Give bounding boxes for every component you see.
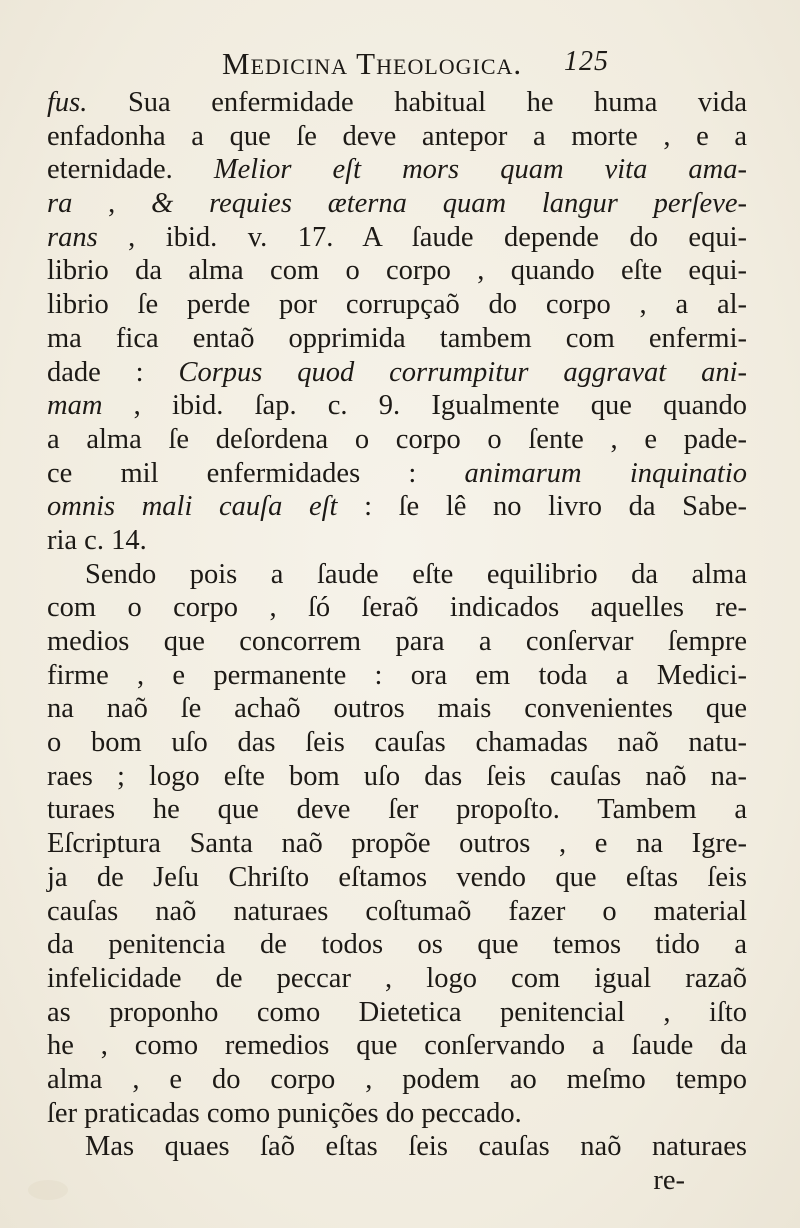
italic-latin-text: fus. [47, 87, 88, 118]
italic-latin-text: Melior eſt mors quam vita ama- [213, 154, 747, 186]
text-line [47, 423, 747, 457]
page-header [222, 46, 722, 86]
italic-latin-text: rans [47, 221, 98, 253]
text-segment: raes ; logo eſte bom uſo das ſeis cauſas naõ na- [47, 760, 747, 792]
text-segment: alma , e do corpo , podem ao meſmo tempo [47, 1063, 747, 1095]
text-line [47, 962, 747, 996]
text-line [47, 389, 747, 423]
text-line [47, 322, 747, 356]
text-segment: da penitencia de todos os que temos tido a [47, 929, 747, 961]
italic-latin-text: Corpus quod corrumpitur aggravat ani- [178, 356, 748, 388]
text-line [47, 356, 747, 390]
text-line [47, 1097, 747, 1131]
text-line [47, 187, 747, 221]
text-segment: dade : [47, 356, 179, 388]
body-text [47, 86, 747, 1198]
text-segment: he , como remedios que conſervando a ſaude da [47, 1030, 747, 1062]
text-segment: ſer praticadas como punições do peccado. [47, 1097, 522, 1129]
text-segment: ce mil enfermidades : [47, 457, 465, 489]
text-segment: Eſcriptura Santa naõ propõe outros , e na Igre- [47, 828, 747, 860]
text-line [47, 659, 747, 693]
text-line [47, 591, 747, 625]
italic-latin-text: omnis mali cauſa eſt [47, 491, 338, 523]
text-line [47, 692, 747, 726]
text-line [47, 457, 747, 491]
text-segment: , ibid. ſap. c. 9. Igualmente que quando [102, 390, 747, 422]
italic-latin-text: animarum inquinatio [464, 457, 747, 489]
text-line [47, 861, 747, 895]
text-segment: ma fica entaõ opprimida tambem com enfermi- [47, 322, 747, 354]
text-segment: o bom uſo das ſeis cauſas chamadas naõ natu- [47, 727, 747, 759]
text-line [47, 221, 747, 255]
text-segment: Sendo pois a ſaude eſte equilibrio da alma [85, 558, 747, 590]
text-line [47, 996, 747, 1030]
text-segment: re- [653, 1165, 685, 1196]
text-segment: turaes he que deve ſer propoſto. Tambem a [47, 794, 747, 826]
paper-stain [28, 1180, 68, 1200]
page-number: 125 [564, 46, 609, 77]
text-line [47, 1130, 747, 1164]
text-line [47, 490, 747, 524]
text-line [47, 1063, 747, 1097]
text-line [47, 760, 747, 794]
text-line [47, 827, 747, 861]
text-line [47, 153, 747, 187]
running-title: Medicina Theologica. [222, 46, 523, 81]
text-line [47, 254, 747, 288]
text-line [47, 625, 747, 659]
text-segment: ria c. 14. [47, 524, 147, 556]
text-segment: : ſe lê no livro da Sabe- [337, 491, 747, 523]
italic-latin-text: & requies æterna quam langur perſeve- [151, 188, 748, 220]
catchword [47, 1164, 747, 1198]
text-segment: eternidade. [47, 154, 214, 186]
text-segment: cauſas naõ naturaes coſtumaõ fazer o material [47, 895, 747, 927]
text-segment: ja de Jeſu Chriſto eſtamos vendo que eſtas ſeis [47, 861, 747, 893]
text-line [47, 1029, 747, 1063]
text-line [47, 288, 747, 322]
italic-latin-text: ra [47, 188, 73, 220]
text-segment: Mas quaes ſaõ eſtas ſeis cauſas naõ naturaes [85, 1131, 747, 1163]
text-line [47, 86, 747, 120]
text-segment: enfadonha a que ſe deve antepor a morte , e a [47, 120, 747, 152]
text-segment: librio da alma com o corpo , quando eſte equi- [47, 255, 747, 287]
text-segment: firme , e permanente : ora em toda a Medici- [47, 659, 747, 691]
text-segment: as proponho como Dietetica penitencial , iſto [47, 996, 747, 1028]
text-segment: infelicidade de peccar , logo com igual razaõ [47, 962, 747, 994]
text-line [47, 120, 747, 154]
text-segment: na naõ ſe achaõ outros mais convenientes que [47, 693, 747, 725]
text-line [47, 726, 747, 760]
text-line [47, 558, 747, 592]
text-segment: librio ſe perde por corrupçaõ do corpo , a al- [47, 289, 747, 321]
text-segment: com o corpo , ſó ſeraõ indicados aquelles re- [47, 592, 747, 624]
text-segment: , [72, 188, 152, 220]
text-line [47, 928, 747, 962]
text-segment: a alma ſe deſordena o corpo o ſente , e pade- [47, 423, 747, 455]
text-line [47, 524, 747, 558]
text-line [47, 895, 747, 929]
text-segment: Sua enfermidade habitual he huma vida [87, 87, 747, 118]
text-line [47, 793, 747, 827]
text-segment: medios que concorrem para a conſervar ſempre [47, 626, 747, 657]
italic-latin-text: mam [47, 390, 103, 422]
text-segment: , ibid. v. 17. A ſaude depende do equi- [97, 221, 747, 253]
